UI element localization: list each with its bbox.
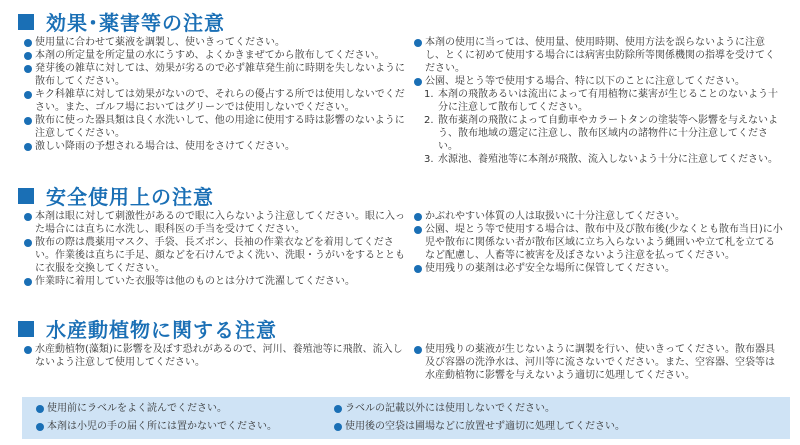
list-item: 散布の際は農薬用マスク、手袋、長ズボン、長袖の作業衣などを着用してください。作業後は直ちに手足、顔などを石けんでよく洗い、洗眼・うがいをするとともに衣服を交換してください。 bbox=[24, 236, 406, 275]
heading-text: 効果･薬害等の注意 bbox=[46, 11, 225, 35]
section-heading-safety bbox=[18, 181, 214, 210]
bullet-icon bbox=[334, 423, 342, 431]
heading-square-icon bbox=[18, 321, 34, 337]
numbered-item: 1. 本剤の飛散あるいは流出によって有用植物に薬害が生じることのないよう十分に注意して散布してください。 bbox=[424, 89, 778, 113]
list-item: 公園、堤とう等で使用する場合、特に以下のことに注意してください。 bbox=[414, 75, 784, 88]
heading-square-icon bbox=[18, 188, 34, 204]
safety-right-column bbox=[414, 210, 784, 275]
safety-left-column bbox=[24, 210, 406, 288]
effects-left-column bbox=[24, 36, 406, 153]
bullet-icon bbox=[414, 346, 422, 354]
section-heading-aquatic bbox=[18, 314, 277, 343]
list-item: 本剤は眼に対して刺激性があるので眼に入らないよう注意してください。眼に入った場合には直ちに水洗し、眼科医の手当を受けてください。 bbox=[24, 210, 406, 236]
list-item: 発芽後の雑草に対しては、効果が劣るので必ず雑草発生前に時期を失しないように散布してください。 bbox=[24, 62, 406, 88]
effects-right-column bbox=[414, 36, 784, 166]
bullet-icon bbox=[24, 91, 32, 99]
bullet-icon bbox=[24, 117, 32, 125]
list-item: 本剤の所定量を所定量の水にうすめ、よくかきまぜてから散布してください。 bbox=[24, 49, 406, 62]
bullet-icon bbox=[414, 213, 422, 221]
aquatic-left-column bbox=[24, 343, 406, 369]
bullet-icon bbox=[414, 226, 422, 234]
bullet-icon bbox=[24, 239, 32, 247]
heading-text: 安全使用上の注意 bbox=[46, 185, 214, 209]
bullet-icon bbox=[24, 346, 32, 354]
bullet-icon bbox=[414, 78, 422, 86]
bullet-icon bbox=[24, 213, 32, 221]
heading-text: 水産動植物に関する注意 bbox=[46, 318, 277, 342]
bullet-icon bbox=[334, 405, 342, 413]
bullet-icon bbox=[414, 39, 422, 47]
list-item: 公園、堤とう等で使用する場合は、散布中及び散布後(少なくとも散布当日)に小児や散布に関係ない者が散布区域に立ち入らないよう縄囲いや立て札を立てるなど配慮し、人畜等に被害を及ぼさないよう注意を払ってください。 bbox=[414, 223, 784, 262]
list-item: 散布に使った器具類は良く水洗いして、他の用途に使用する時は影響のないように注意してください。 bbox=[24, 114, 406, 140]
list-item: 使用量に合わせて薬液を調製し、使いきってください。 bbox=[24, 36, 406, 49]
bullet-icon bbox=[24, 52, 32, 60]
numbered-item: 3. 水源池、養殖池等に本剤が飛散、流入しないよう十分に注意してください。 bbox=[424, 154, 778, 165]
bullet-icon bbox=[36, 423, 44, 431]
list-item: キク科雑草に対しては効果がないので、それらの優占する所では使用しないでください。また、ゴルフ場においてはグリーンでは使用しないでください。 bbox=[24, 88, 406, 114]
list-item: 激しい降雨の予想される場合は、使用をさけてください。 bbox=[24, 140, 406, 153]
notice-item: 本剤は小児の手の届く所には置かないでください。 bbox=[36, 420, 277, 433]
bullet-icon bbox=[36, 405, 44, 413]
aquatic-right-column bbox=[414, 343, 784, 382]
list-item: 使用残りの薬液が生じないように調製を行い、使いきってください。散布器具及び容器の洗浄水は、河川等に流さないでください。また、空容器、空袋等は水産動植物に影響を与えないよう適切に処理してください。 bbox=[414, 343, 784, 382]
section-heading-effects bbox=[18, 7, 225, 36]
list-item: 水産動植物(藻類)に影響を及ぼす恐れがあるので、河川、養殖池等に飛散、流入しないよう注意して使用してください。 bbox=[24, 343, 406, 369]
notice-item: 使用後の空袋は圃場などに放置せず適切に処理してください。 bbox=[334, 420, 625, 433]
list-item: 使用残りの薬剤は必ず安全な場所に保管してください。 bbox=[414, 262, 784, 275]
notice-box bbox=[22, 397, 790, 439]
notice-item: ラベルの記載以外には使用しないでください。 bbox=[334, 402, 555, 415]
numbered-item: 2. 散布薬剤の飛散によって自動車やカラートタンの塗装等へ影響を与えないよう、散布地域の選定に注意し、散布区域内の諸物件に十分注意してください。 bbox=[424, 115, 778, 152]
bullet-icon bbox=[24, 65, 32, 73]
list-item: 作業時に着用していた衣服等は他のものとは分けて洗濯してください。 bbox=[24, 275, 406, 288]
bullet-icon bbox=[414, 265, 422, 273]
bullet-icon bbox=[24, 39, 32, 47]
notice-item: 使用前にラベルをよく読んでください。 bbox=[36, 402, 227, 415]
bullet-icon bbox=[24, 143, 32, 151]
list-item: 本剤の使用に当っては、使用量、使用時期、使用方法を誤らないように注意し、とくに初めて使用する場合には病害虫防除所等関係機関の指導を受けてください。 bbox=[414, 36, 784, 75]
bullet-icon bbox=[24, 278, 32, 286]
list-item: かぶれやすい体質の人は取扱いに十分注意してください。 bbox=[414, 210, 784, 223]
heading-square-icon bbox=[18, 14, 34, 30]
